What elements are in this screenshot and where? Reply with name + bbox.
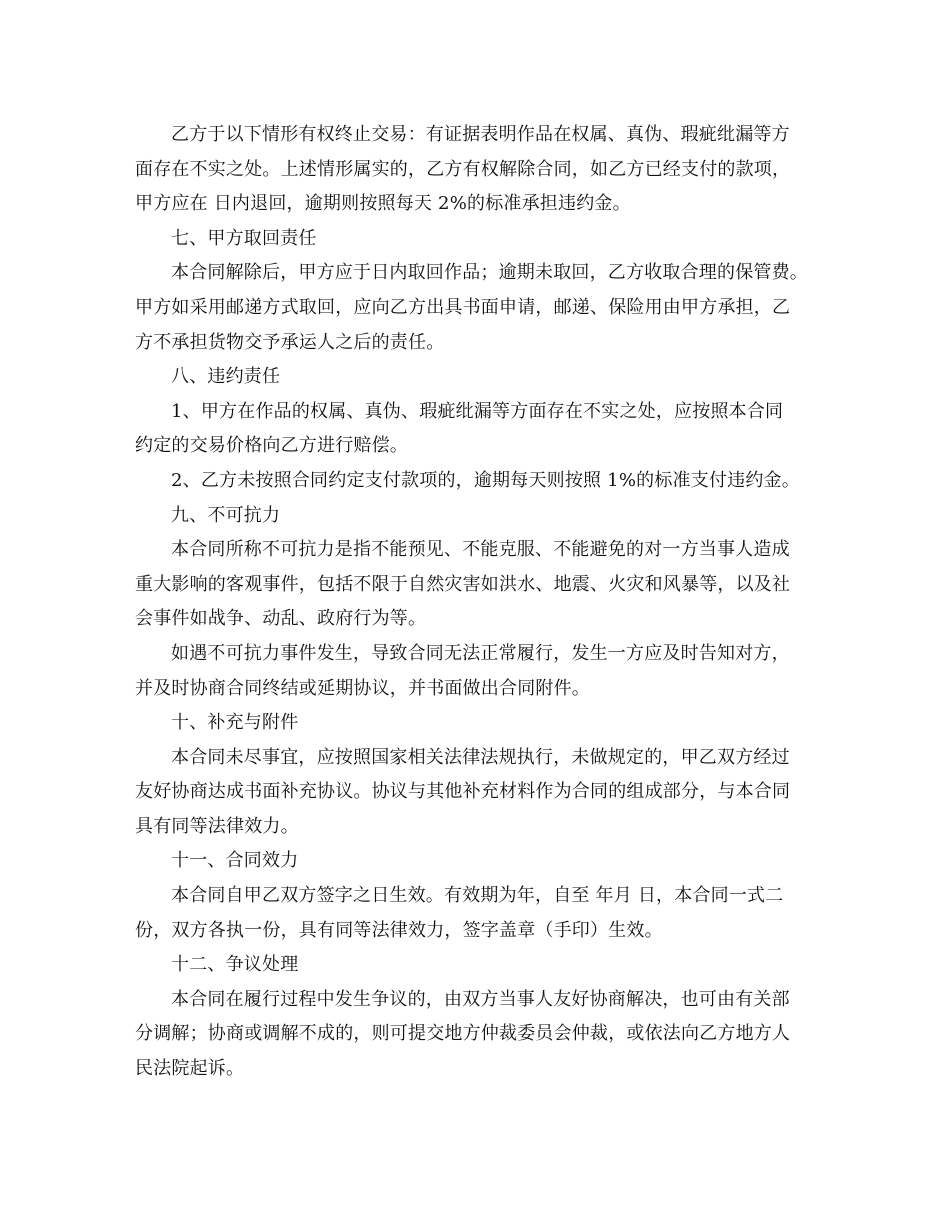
text-line: 八、违约责任 (171, 366, 281, 388)
text-line: 方不承担货物交予承运人之后的责任。 (135, 331, 445, 353)
text-line: 具有同等法律效力。 (135, 815, 299, 837)
text-line: 本合同自甲乙双方签字之日生效。有效期为年，自至 年月 日，本合同一式二 (171, 885, 784, 907)
text-line: 本合同在履行过程中发生争议的，由双方当事人友好协商解决，也可由有关部 (171, 988, 790, 1010)
text-line: 甲方如采用邮递方式取回，应向乙方出具书面申请，邮递、保险用由甲方承担，乙 (135, 296, 791, 318)
text-line: 十、补充与附件 (171, 712, 299, 734)
text-line: 本合同解除后，甲方应于日内取回作品；逾期未取回，乙方收取合理的保管费。 (171, 262, 808, 284)
text-line: 会事件如战争、动乱、政府行为等。 (135, 608, 427, 630)
text-line: 十一、合同效力 (171, 850, 299, 872)
text-line: 九、不可抗力 (171, 504, 281, 526)
text-line: 乙方于以下情形有权终止交易：有证据表明作品在权属、真伪、瑕疵纰漏等方 (171, 124, 790, 145)
text-line: 十二、争议处理 (171, 954, 299, 976)
text-line: 份，双方各执一份，具有同等法律效力，签字盖章（手印）生效。 (135, 919, 663, 941)
text-line: 1、甲方在作品的权属、真伪、瑕疵纰漏等方面存在不实之处，应按照本合同 (171, 400, 784, 422)
document-page (135, 118, 825, 1087)
text-line: 民法院起诉。 (135, 1058, 245, 1080)
text-line: 如遇不可抗力事件发生，导致合同无法正常履行，发生一方应及时告知对方， (171, 642, 790, 664)
text-line: 2、乙方未按照合同约定支付款项的，逾期每天则按照 1%的标准支付违约金。 (171, 469, 800, 491)
text-line: 约定的交易价格向乙方进行赔偿。 (135, 435, 408, 457)
text-line: 面存在不实之处。上述情形属实的，乙方有权解除合同，如乙方已经支付的款项， (135, 158, 791, 180)
text-line: 本合同所称不可抗力是指不能预见、不能克服、不能避免的对一方当事人造成 (171, 539, 790, 561)
text-line: 友好协商达成书面补充协议。协议与其他补充材料作为合同的组成部分，与本合同 (135, 781, 791, 803)
text-line: 本合同未尽事宜，应按照国家相关法律法规执行，未做规定的，甲乙双方经过 (171, 746, 790, 768)
text-line: 重大影响的客观事件，包括不限于自然灾害如洪水、地震、火灾和风暴等，以及社 (135, 573, 791, 595)
text-line: 七、甲方取回责任 (171, 227, 317, 249)
text-line: 甲方应在 日内退回，逾期则按照每天 2%的标准承担违约金。 (135, 193, 631, 215)
text-line: 分调解；协商或调解不成的，则可提交地方仲裁委员会仲裁，或依法向乙方地方人 (135, 1023, 791, 1045)
text-line: 并及时协商合同终结或延期协议，并书面做出合同附件。 (135, 677, 590, 699)
